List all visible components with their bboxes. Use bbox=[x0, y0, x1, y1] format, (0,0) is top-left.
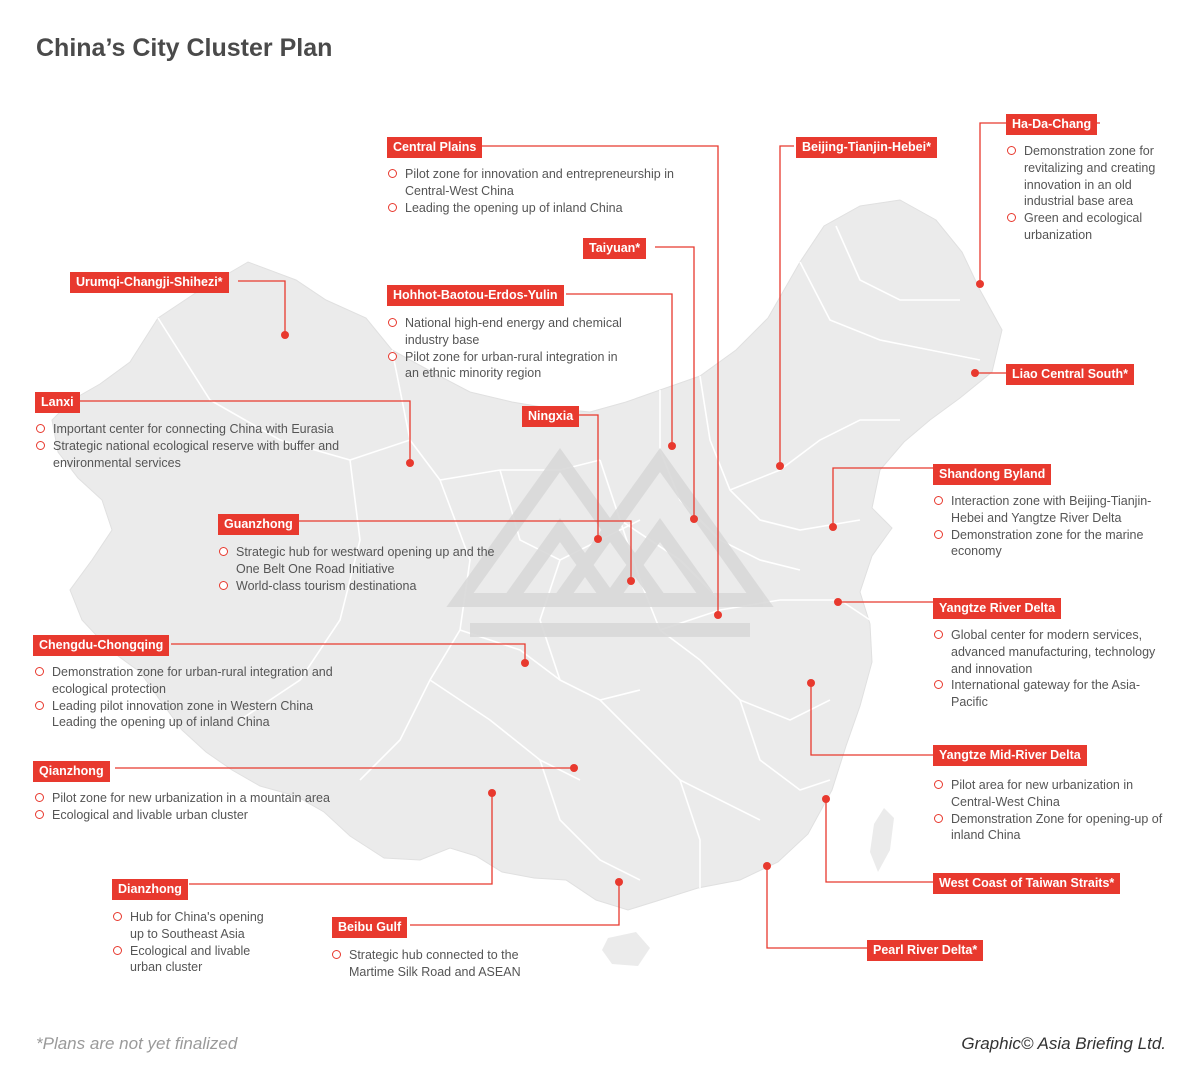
marker-shandong bbox=[829, 523, 837, 531]
label-pearl-river-delta: Pearl River Delta* bbox=[867, 940, 983, 961]
bullet-item: National high-end energy and chemical industry base bbox=[388, 315, 628, 349]
bullet-dot-icon bbox=[1007, 213, 1016, 222]
bullets-yangtze-river-delta bbox=[934, 627, 1174, 711]
bullet-item: Global center for modern services, advanced manufacturing, technology and innovation bbox=[934, 627, 1174, 677]
bullet-item: Hub for China's opening up to Southeast Asia bbox=[113, 909, 278, 943]
bullet-item: Pilot area for new urbanization in Central-West China bbox=[934, 777, 1166, 811]
marker-dianzhong bbox=[488, 789, 496, 797]
marker-taiyuan bbox=[690, 515, 698, 523]
bullet-item: Pilot zone for new urbanization in a mountain area bbox=[35, 790, 365, 807]
marker-guanzhong bbox=[627, 577, 635, 585]
marker-ningxia bbox=[594, 535, 602, 543]
bullet-dot-icon bbox=[934, 680, 943, 689]
bullet-dot-icon bbox=[934, 496, 943, 505]
bullet-item: Strategic hub connected to the Martime Silk Road and ASEAN bbox=[332, 947, 542, 981]
label-ha-da-chang: Ha-Da-Chang bbox=[1006, 114, 1097, 135]
label-west-coast-taiwan: West Coast of Taiwan Straits* bbox=[933, 873, 1120, 894]
bullets-qianzhong bbox=[35, 790, 365, 824]
footnote: *Plans are not yet finalized bbox=[36, 1034, 238, 1053]
bullet-item: Pilot zone for innovation and entrepreneurship in Central-West China bbox=[388, 166, 688, 200]
marker-urumqi bbox=[281, 331, 289, 339]
bullet-dot-icon bbox=[35, 810, 44, 819]
bullet-dot-icon bbox=[35, 701, 44, 710]
bullet-dot-icon bbox=[36, 424, 45, 433]
bullet-item: Pilot zone for urban-rural integration in an ethnic minority region bbox=[388, 349, 628, 383]
bullet-dot-icon bbox=[934, 630, 943, 639]
bullet-item: Leading pilot innovation zone in Western China Leading the opening up of inland China bbox=[35, 698, 335, 732]
bullets-beibu-gulf bbox=[332, 947, 542, 981]
bullet-dot-icon bbox=[332, 950, 341, 959]
bullet-item: World-class tourism destinationa bbox=[219, 578, 509, 595]
bullet-item: Ecological and livable urban cluster bbox=[113, 943, 278, 977]
bullet-dot-icon bbox=[388, 352, 397, 361]
bullet-dot-icon bbox=[113, 946, 122, 955]
taiwan-outline bbox=[870, 808, 894, 872]
label-ningxia: Ningxia bbox=[522, 406, 579, 427]
label-yangtze-river-delta: Yangtze River Delta bbox=[933, 598, 1061, 619]
bullet-dot-icon bbox=[1007, 146, 1016, 155]
marker-hohhot bbox=[668, 442, 676, 450]
label-central-plains: Central Plains bbox=[387, 137, 482, 158]
bullets-ha-da-chang bbox=[1007, 143, 1179, 244]
label-dianzhong: Dianzhong bbox=[112, 879, 188, 900]
bullet-dot-icon bbox=[934, 814, 943, 823]
bullet-item: Leading the opening up of inland China bbox=[388, 200, 688, 217]
bullet-item: Demonstration Zone for opening-up of inland China bbox=[934, 811, 1166, 845]
bullet-item: Demonstration zone for urban-rural integration and ecological protection bbox=[35, 664, 335, 698]
label-shandong: Shandong Byland bbox=[933, 464, 1051, 485]
marker-yangtze-mid-river bbox=[807, 679, 815, 687]
hainan-outline bbox=[602, 932, 650, 966]
bullets-lanxi bbox=[36, 421, 356, 471]
marker-chengdu-chongqing bbox=[521, 659, 529, 667]
bullet-dot-icon bbox=[36, 441, 45, 450]
bullet-dot-icon bbox=[934, 530, 943, 539]
bullet-item: Strategic national ecological reserve with buffer and environmental services bbox=[36, 438, 356, 472]
bullets-central-plains bbox=[388, 166, 688, 216]
marker-central-plains bbox=[714, 611, 722, 619]
bullets-guanzhong bbox=[219, 544, 509, 594]
bullet-dot-icon bbox=[388, 169, 397, 178]
label-taiyuan: Taiyuan* bbox=[583, 238, 646, 259]
bullet-item: Green and ecological urbanization bbox=[1007, 210, 1179, 244]
bullet-dot-icon bbox=[113, 912, 122, 921]
label-beibu-gulf: Beibu Gulf bbox=[332, 917, 407, 938]
bullet-item: Strategic hub for westward opening up and the One Belt One Road Initiative bbox=[219, 544, 509, 578]
label-beijing-tianjin-hebei: Beijing-Tianjin-Hebei* bbox=[796, 137, 937, 158]
bullet-item: Interaction zone with Beijing-Tianjin-Hebei and Yangtze River Delta bbox=[934, 493, 1174, 527]
marker-liao bbox=[971, 369, 979, 377]
bullet-dot-icon bbox=[934, 780, 943, 789]
bullet-dot-icon bbox=[219, 581, 228, 590]
label-lanxi: Lanxi bbox=[35, 392, 80, 413]
label-yangtze-mid-river: Yangtze Mid-River Delta bbox=[933, 745, 1087, 766]
bullet-item: International gateway for the Asia-Pacific bbox=[934, 677, 1174, 711]
page-title: China’s City Cluster Plan bbox=[36, 34, 333, 62]
bullet-item: Demonstration zone for revitalizing and creating innovation in an old industrial base area bbox=[1007, 143, 1179, 210]
bullets-yangtze-mid-river bbox=[934, 777, 1166, 844]
bullets-chengdu-chongqing bbox=[35, 664, 335, 731]
marker-ha-da-chang bbox=[976, 280, 984, 288]
bullet-item: Important center for connecting China with Eurasia bbox=[36, 421, 356, 438]
label-chengdu-chongqing: Chengdu-Chongqing bbox=[33, 635, 169, 656]
label-urumqi: Urumqi-Changji-Shihezi* bbox=[70, 272, 229, 293]
bullet-item: Demonstration zone for the marine economy bbox=[934, 527, 1174, 561]
bullet-dot-icon bbox=[388, 203, 397, 212]
label-guanzhong: Guanzhong bbox=[218, 514, 299, 535]
bullets-shandong bbox=[934, 493, 1174, 560]
bullets-hohhot bbox=[388, 315, 628, 382]
bullets-dianzhong bbox=[113, 909, 278, 976]
marker-qianzhong bbox=[570, 764, 578, 772]
label-liao: Liao Central South* bbox=[1006, 364, 1134, 385]
marker-west-coast-taiwan bbox=[822, 795, 830, 803]
marker-beijing-tianjin-hebei bbox=[776, 462, 784, 470]
marker-pearl-river-delta bbox=[763, 862, 771, 870]
bullet-dot-icon bbox=[219, 547, 228, 556]
bullet-item: Ecological and livable urban cluster bbox=[35, 807, 365, 824]
marker-lanxi bbox=[406, 459, 414, 467]
marker-beibu-gulf bbox=[615, 878, 623, 886]
label-qianzhong: Qianzhong bbox=[33, 761, 110, 782]
credit: Graphic© Asia Briefing Ltd. bbox=[961, 1034, 1166, 1053]
bullet-dot-icon bbox=[388, 318, 397, 327]
marker-yangtze-river-delta bbox=[834, 598, 842, 606]
bullet-dot-icon bbox=[35, 667, 44, 676]
label-hohhot: Hohhot-Baotou-Erdos-Yulin bbox=[387, 285, 564, 306]
bullet-dot-icon bbox=[35, 793, 44, 802]
